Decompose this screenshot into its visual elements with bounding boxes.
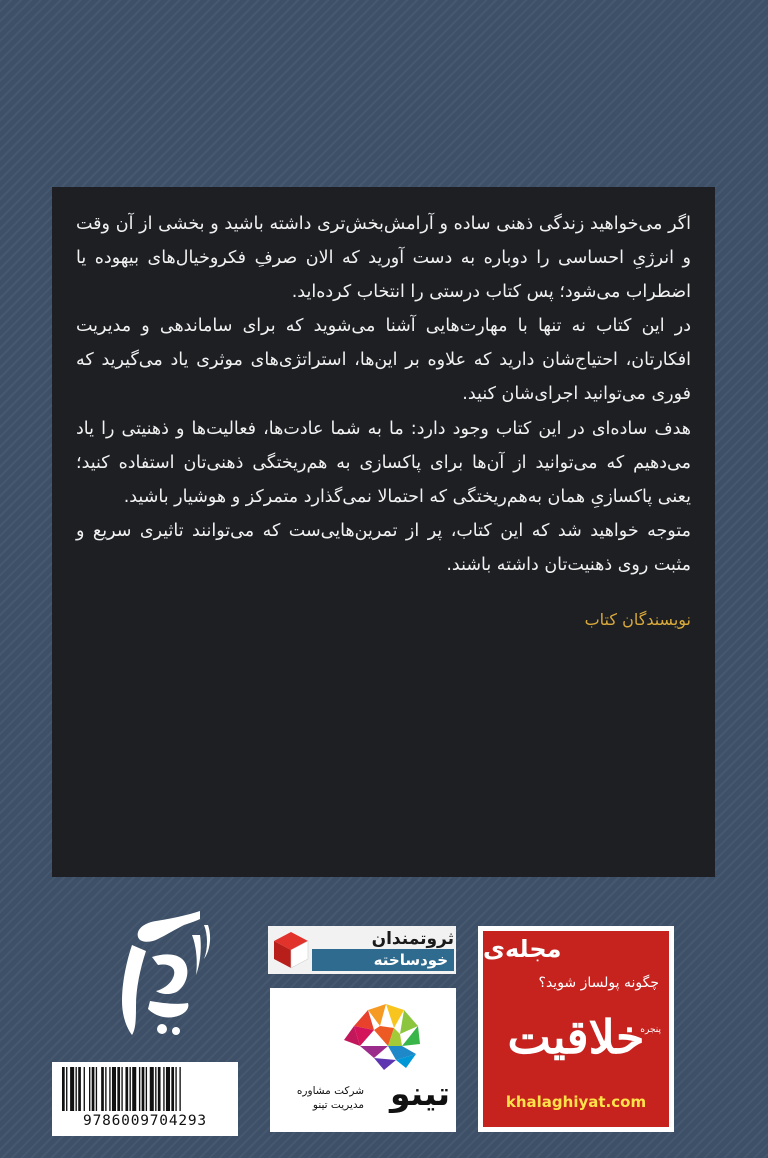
barcode-bar <box>70 1067 74 1111</box>
magazine-subtitle: پنجره <box>640 1025 661 1035</box>
barcode-bar <box>117 1067 120 1111</box>
barcode-bar <box>130 1067 131 1111</box>
barcode-bar <box>175 1067 176 1111</box>
barcode-bar <box>62 1067 65 1111</box>
magazine-question: چگونه پولساز شوید؟ <box>538 975 659 991</box>
barcode-bar <box>101 1067 104 1111</box>
barcode-bar <box>179 1067 180 1111</box>
tino-consulting-logo <box>270 988 456 1132</box>
colorful-brain-icon <box>334 996 426 1078</box>
barcode-bar <box>155 1067 156 1111</box>
barcode-bar <box>89 1067 90 1111</box>
barcode-bar <box>121 1067 122 1111</box>
barcode-bar <box>142 1067 145 1111</box>
publisher-calligraphy-logo <box>92 905 222 1055</box>
barcode-bar <box>112 1067 116 1111</box>
barcode-bar <box>125 1067 128 1111</box>
barcode-bar <box>139 1067 140 1111</box>
barcode-bar <box>163 1067 164 1111</box>
barcode-bar <box>66 1067 67 1111</box>
barcode-bar <box>76 1067 77 1111</box>
barcode-bar <box>109 1067 110 1111</box>
self-made-rich-line1: ثروتمندان <box>371 929 454 949</box>
description-paragraph-4: متوجه خواهید شد که این کتاب، پر از تمرین‌هایی‌ست که می‌توانند تاثیری سریع و مثبت روی ذهنیت‌تان داشته باشند. <box>76 520 691 575</box>
barcode-bar <box>78 1067 81 1111</box>
magazine-name: خلاقیت <box>507 1010 645 1064</box>
authors-signature: نویسندگان کتاب <box>584 610 691 630</box>
khalaghiyat-magazine-logo <box>478 926 674 1132</box>
barcode-bar <box>105 1067 106 1111</box>
barcode-bar <box>166 1067 170 1111</box>
red-cube-icon <box>272 930 310 970</box>
magazine-website: khalaghiyat.com <box>505 1093 647 1111</box>
barcode-bar <box>92 1067 95 1111</box>
barcode-bar <box>146 1067 147 1111</box>
barcode-bar <box>150 1067 154 1111</box>
description-paragraph-1: اگر می‌خواهید زندگی ذهنی ساده و آرامش‌بخش‌تری داشته باشید و بخشی از آن وقت و انرژیِ احساسی را دوباره به دست آورید که الان صرفِ فکروخیال‌های بیهوده یا اضطراب می‌شود؛ پس کتاب درستی را انتخاب کرده‌اید. <box>76 214 691 303</box>
tino-subtitle-line2: مدیریت تینو <box>312 1099 364 1111</box>
self-made-rich-line2: خودساخته <box>312 949 454 971</box>
book-description-panel <box>52 187 715 877</box>
barcode-bar <box>171 1067 174 1111</box>
tino-subtitle-line1: شرکت مشاوره <box>296 1085 364 1097</box>
barcode-bar <box>132 1067 136 1111</box>
self-made-rich-logo <box>268 926 456 974</box>
isbn-number: 9786009704293 <box>83 1113 207 1129</box>
description-paragraph-2: در این کتاب نه تنها با مهارت‌هایی آشنا می‌شوید که برای ساماندهی و مدیریت افکارتان، احتیاج‌شان دارید که علاوه بر این‌ها، استراتژی‌های موثری یاد می‌گیرید که فوری می‌توانید اجرای‌شان کنید. <box>76 316 691 405</box>
magazine-title: مجله‌ی <box>483 935 562 963</box>
description-paragraph-3: هدف ساده‌ای در این کتاب وجود دارد: ما به شما عادت‌ها، فعالیت‌ها و ذهنیتی را یاد می‌دهیم که می‌توانید از آن‌ها برای پاکسازی به هم‌ریختگی ذهنی‌تان استفاده کنید؛ یعنی پاکسازیِ همان به‌هم‌ریختگی که احتمالا نمی‌گذارد متمرکز و هوشیار باشید. <box>76 418 691 507</box>
barcode-bars <box>60 1067 230 1111</box>
barcode-bar <box>96 1067 97 1111</box>
barcode-bar <box>158 1067 161 1111</box>
tino-brand-name: تینو <box>389 1074 450 1113</box>
barcode-bar <box>84 1067 85 1111</box>
isbn-barcode <box>52 1062 238 1136</box>
